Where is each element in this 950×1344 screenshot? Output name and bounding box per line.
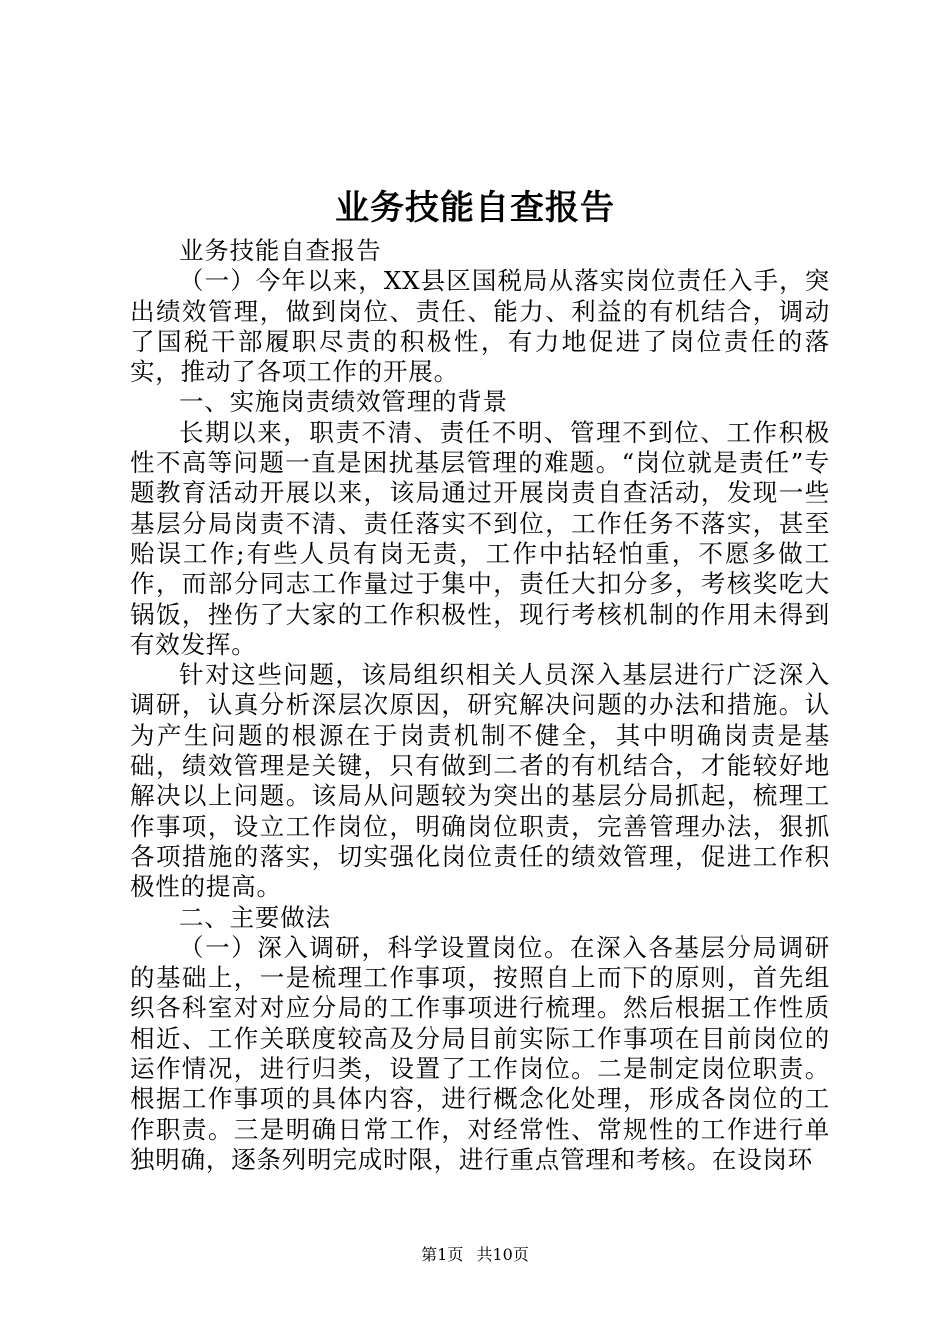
document-title: 业务技能自查报告	[335, 188, 615, 228]
page-footer	[0, 1244, 950, 1266]
page-number: 第1页	[421, 1245, 464, 1264]
paragraph-methods-one: （一）深入调研，科学设置岗位。在深入各基层分局调研的基础上，一是梳理工作事项，按照自上而下的原则，首先组织各科室对对应分局的工作事项进行梳理。然后根据工作性质相近、工作关联度较高及分局目前实际工作事项在目前岗位的运作情况，进行归类，设置了工作岗位。二是制定岗位职责。根据工作事项的具体内容，进行概念化处理，形成各岗位的工作职责。三是明确日常工作，对经常性、常规性的工作进行单独明确，逐条列明完成时限，进行重点管理和考核。在设岗环	[130, 932, 830, 1174]
paragraph-background-problems: 长期以来，职责不清、责任不明、管理不到位、工作积极性不高等问题一直是困扰基层管理的难题。“岗位就是责任”专题教育活动开展以来，该局通过开展岗责自查活动，发现一些基层分局岗责不清、责任落实不到位，工作任务不落实，甚至贻误工作;有些人员有岗无责，工作中拈轻怕重，不愿多做工作，而部分同志工作量过于集中，责任大扣分多，考核奖吃大锅饭，挫伤了大家的工作积极性，现行考核机制的作用未得到有效发挥。	[130, 417, 830, 659]
paragraph-intro: （一）今年以来，XX县区国税局从落实岗位责任入手，突出绩效管理，做到岗位、责任、能力、利益的有机结合，调动了国税干部履职尽责的积极性，有力地促进了岗位责任的落实，推动了各项工作的开展。	[130, 266, 830, 387]
section-heading-background: 一、实施岗责绩效管理的背景	[179, 387, 508, 417]
document-body	[130, 236, 830, 1175]
page-total: 共10页	[476, 1245, 529, 1264]
paragraph-background-analysis: 针对这些问题，该局组织相关人员深入基层进行广泛深入调研，认真分析深层次原因，研究解决问题的办法和措施。认为产生问题的根源在于岗责机制不健全，其中明确岗责是基础，绩效管理是关键，只有做到二者的有机结合，才能较好地解决以上问题。该局从问题较为突出的基层分局抓起，梳理工作事项，设立工作岗位，明确岗位职责，完善管理办法，狠抓各项措施的落实，切实强化岗位责任的绩效管理，促进工作积极性的提高。	[130, 660, 830, 902]
paragraph-heading-repeat: 业务技能自查报告	[179, 236, 382, 265]
section-heading-methods: 二、主要做法	[179, 902, 331, 932]
